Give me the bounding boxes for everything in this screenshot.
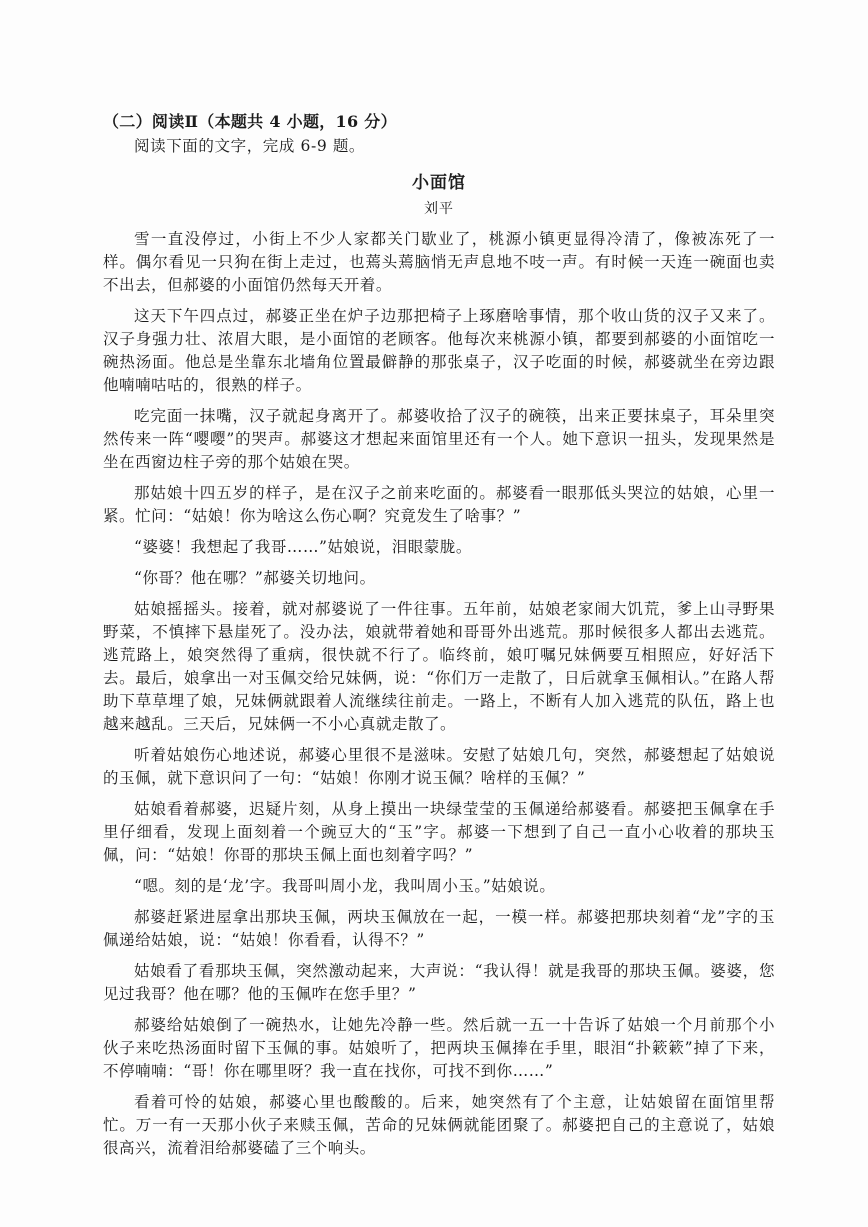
article-paragraph-11: 郝婆赶紧进屋拿出那块玉佩，两块玉佩放在一起，一模一样。郝婆把那块刻着“龙”字的玉佩递给姑娘，说：“姑娘！你看看，认得不？” (103, 908, 775, 949)
reading-section (103, 110, 775, 1168)
article-paragraph-5: “婆婆！我想起了我哥……”姑娘说，泪眼蒙胧。 (134, 538, 472, 556)
article-paragraph-4: 那姑娘十四五岁的样子，是在汉子之前来吃面的。郝婆看一眼那低头哭泣的姑娘，心里一紧。忙问：“姑娘！你为啥这么伤心啊？究竟发生了啥事？” (103, 484, 775, 525)
article-paragraph-13: 郝婆给姑娘倒了一碗热水，让她先冷静一些。然后就一五一十告诉了姑娘一个月前那个小伙子来吃热汤面时留下玉佩的事。姑娘听了，把两块玉佩捧在手里，眼泪“扑簌簌”掉了下来，不停喃喃：“哥！你在哪里呀？我一直在找你，可找不到你……” (103, 1016, 775, 1080)
article-paragraph-12: 姑娘看了看那块玉佩，突然激动起来，大声说：“我认得！就是我哥的那块玉佩。婆婆，您见过我哥？他在哪？他的玉佩咋在您手里？” (103, 962, 775, 1003)
article-paragraph-7: 姑娘摇摇头。接着，就对郝婆说了一件往事。五年前，姑娘老家闹大饥荒，爹上山寻野果野菜，不慎摔下悬崖死了。没办法，娘就带着她和哥哥外出逃荒。那时候很多人都出去逃荒。逃荒路上，娘突然得了重病，很快就不行了。临终前，娘叮嘱兄妹俩要互相照应，好好活下去。最后，娘拿出一对玉佩交给兄妹俩，说：“你们万一走散了，日后就拿玉佩相认。”在路人帮助下草草埋了娘，兄妹俩就跟着人流继续往前走。一路上，不断有人加入逃荒的队伍，路上也越来越乱。三天后，兄妹俩一不小心真就走散了。 (103, 600, 775, 733)
article-paragraph-1: 雪一直没停过，小街上不少人家都关门歇业了，桃源小镇更显得冷清了，像被冻死了一样。偶尔看见一只狗在街上走过，也蔫头蔫脑悄无声息地不吱一声。有时候一天连一碗面也卖不出去，但郝婆的小面馆仍然每天开着。 (103, 230, 775, 294)
article-paragraph-3: 吃完面一抹嘴，汉子就起身离开了。郝婆收拾了汉子的碗筷，出来正要抹桌子，耳朵里突然传来一阵“嘤嘤”的哭声。郝婆这才想起来面馆里还有一个人。她下意识一扭头，发现果然是坐在西窗边柱子旁的那个姑娘在哭。 (103, 407, 775, 471)
section-instruction: 阅读下面的文字，完成 6-9 题。 (134, 137, 366, 155)
article-paragraph-10: “嗯。刻的是‘龙’字。我哥叫周小龙，我叫周小玉。”姑娘说。 (134, 877, 556, 895)
article-paragraph-2: 这天下午四点过，郝婆正坐在炉子边那把椅子上琢磨啥事情，那个收山货的汉子又来了。汉子身强力壮、浓眉大眼，是小面馆的老顾客。他每次来桃源小镇，都要到郝婆的小面馆吃一碗热汤面。他总是坐靠东北墙角位置最僻静的那张桌子，汉子吃面的时候，郝婆就坐在旁边跟他喃喃咕咕的，很熟的样子。 (103, 307, 775, 394)
article-author: 刘平 (424, 201, 454, 217)
article-title: 小面馆 (412, 173, 466, 193)
article-paragraph-9: 姑娘看着郝婆，迟疑片刻，从身上摸出一块绿莹莹的玉佩递给郝婆看。郝婆把玉佩拿在手里仔细看，发现上面刻着一个豌豆大的“玉”字。郝婆一下想到了自己一直小心收着的那块玉佩，问：“姑娘！你哥的那块玉佩上面也刻着字吗？” (103, 800, 775, 864)
article-paragraph-8: 听着姑娘伤心地述说，郝婆心里很不是滋味。安慰了姑娘几句，突然，郝婆想起了姑娘说的玉佩，就下意识问了一句：“姑娘！你刚才说玉佩？啥样的玉佩？” (103, 746, 775, 787)
section-heading: （二）阅读Ⅱ（本题共 4 小题，16 分） (103, 112, 397, 131)
article-paragraph-6: “你哥？他在哪？”郝婆关切地问。 (134, 569, 376, 587)
article-paragraph-14: 看着可怜的姑娘，郝婆心里也酸酸的。后来，她突然有了个主意，让姑娘留在面馆里帮忙。万一有一天那小伙子来赎玉佩，苦命的兄妹俩就能团聚了。郝婆把自己的主意说了，姑娘很高兴，流着泪给郝婆磕了三个响头。 (103, 1093, 775, 1157)
